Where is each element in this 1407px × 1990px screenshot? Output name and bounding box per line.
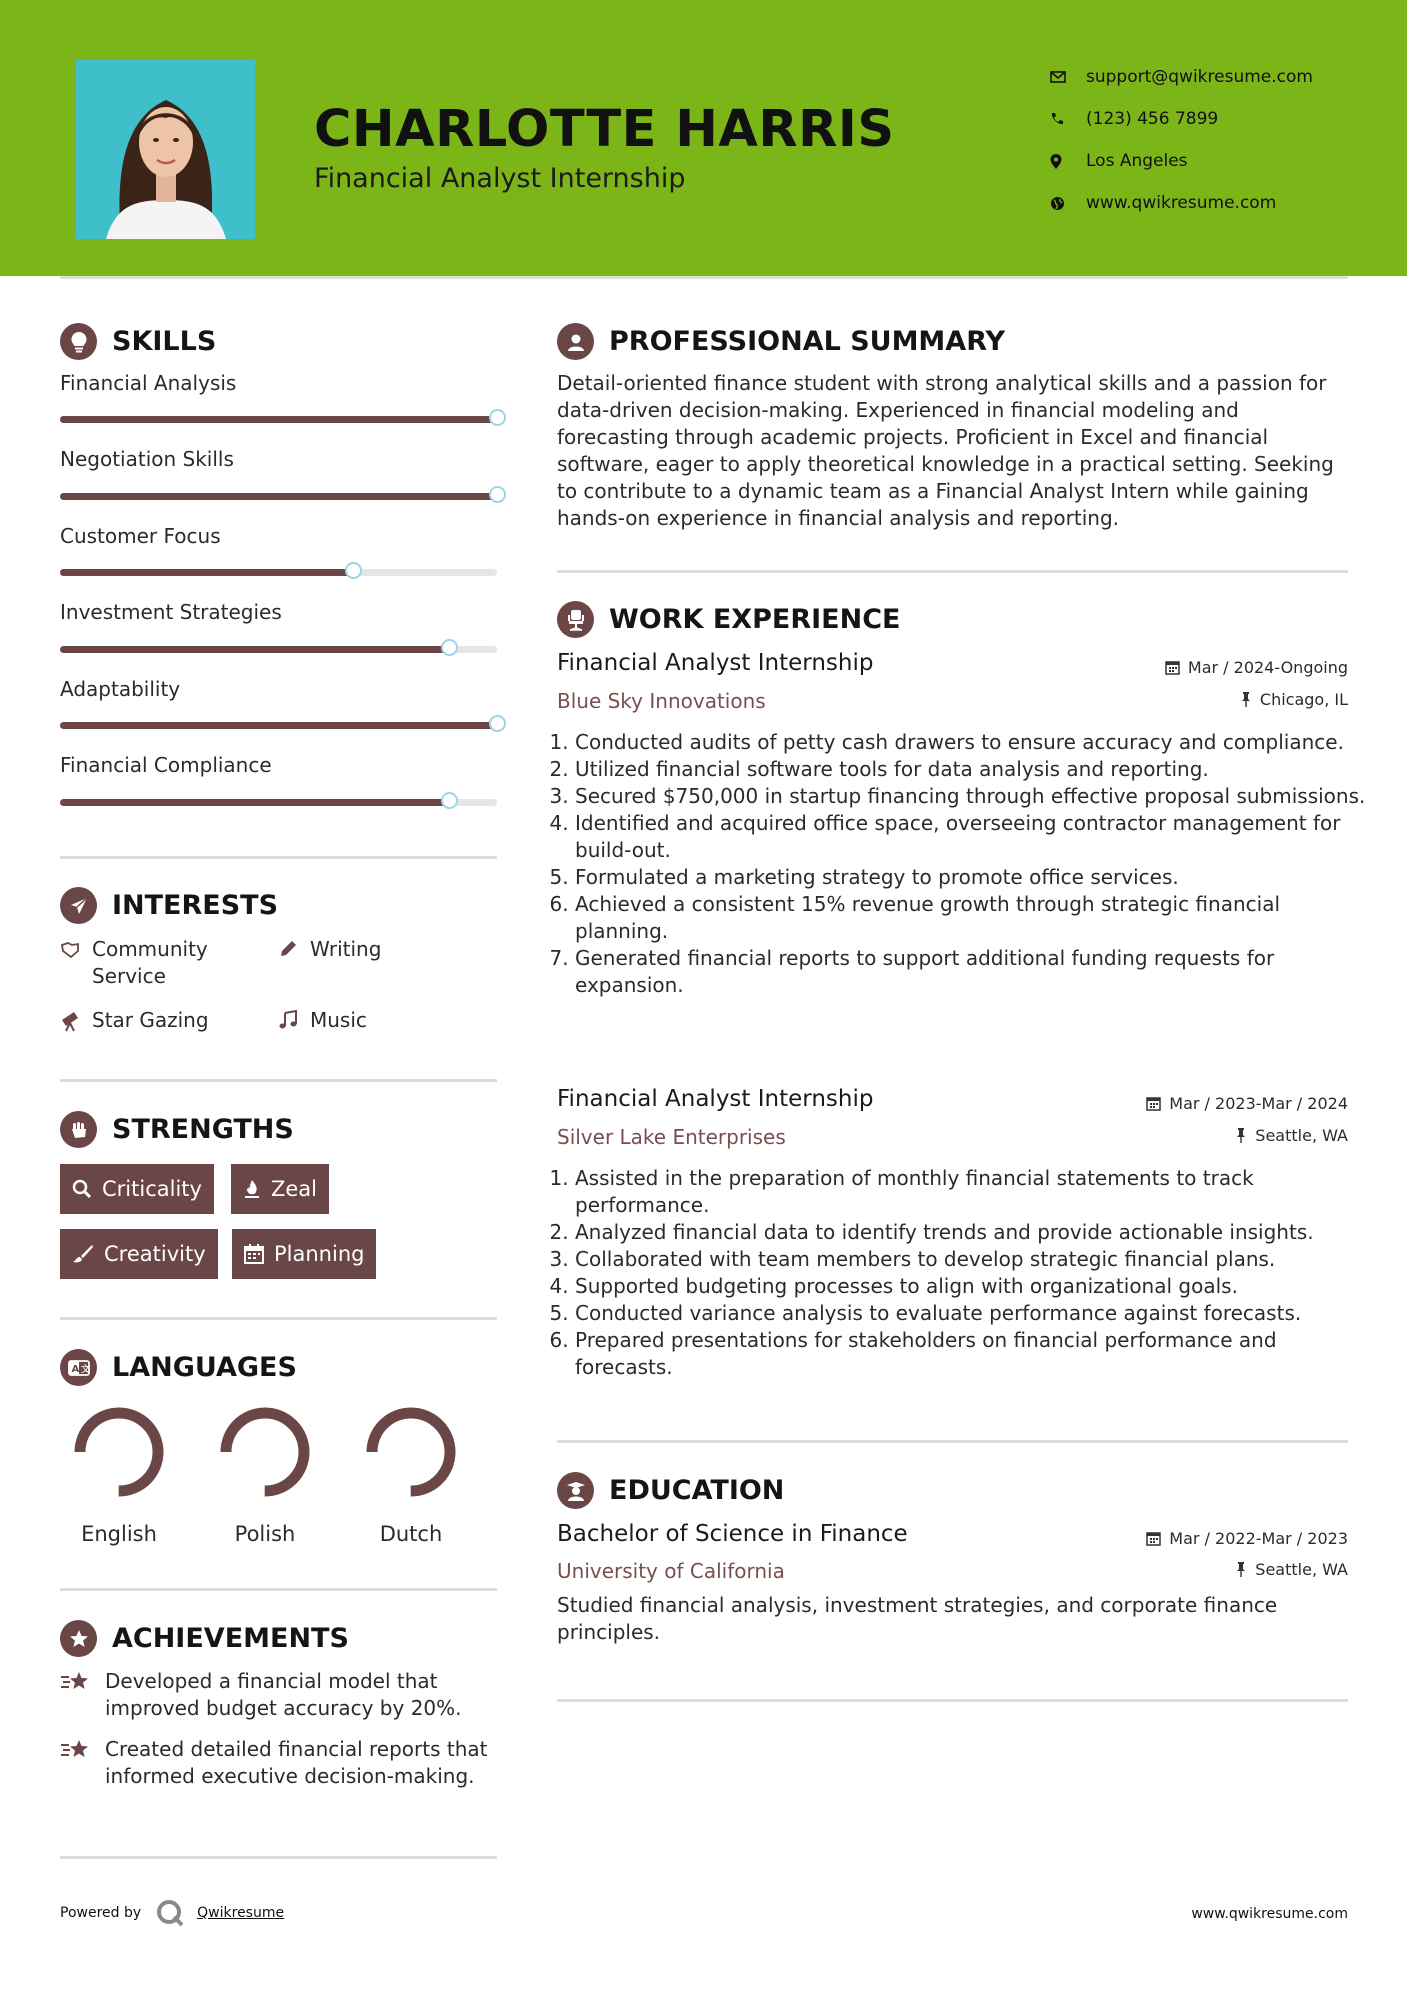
experience-heading-text: WORK EXPERIENCE	[609, 604, 901, 635]
language-label: Dutch	[379, 1522, 443, 1546]
graduate-icon	[557, 1472, 594, 1509]
skill-bar-knob	[345, 562, 362, 579]
svg-text:文: 文	[80, 1364, 90, 1375]
powered-by-text: Powered by	[60, 1905, 142, 1921]
skill-bar-knob	[489, 486, 506, 503]
strength-label: Planning	[274, 1242, 365, 1266]
contact-website-text[interactable]: www.qwikresume.com	[1086, 193, 1277, 213]
education-heading	[557, 1472, 784, 1509]
candidate-title: Financial Analyst Internship	[314, 163, 686, 194]
job-dates	[1165, 658, 1348, 677]
strength-label: Creativity	[104, 1242, 206, 1266]
interest-item	[60, 936, 260, 990]
job-location	[1240, 690, 1348, 709]
languages-heading	[60, 1349, 297, 1386]
language-item	[356, 1404, 466, 1546]
contact-location-text: Los Angeles	[1086, 151, 1188, 171]
summary-heading	[557, 323, 1005, 360]
interest-label: Community Service	[92, 937, 208, 988]
contact-block	[1050, 56, 1313, 224]
education-degree: Bachelor of Science in Finance	[557, 1521, 908, 1547]
shooting-star-icon	[60, 1736, 105, 1790]
strengths-heading	[60, 1111, 294, 1148]
candidate-name: CHARLOTTE HARRIS	[314, 100, 895, 159]
skill-label: Customer Focus	[60, 524, 221, 548]
skill-label: Financial Compliance	[60, 753, 272, 777]
skill-bar-fill	[60, 799, 449, 806]
skill-bar-fill	[60, 416, 497, 423]
contact-phone-text: (123) 456 7899	[1086, 109, 1219, 129]
music-icon	[278, 1007, 310, 1037]
job-bullet: 6. Achieved a consistent 15% revenue growth through strategic financial planning.	[575, 891, 1375, 945]
language-ring	[363, 1404, 459, 1500]
strengths-heading-text: STRENGTHS	[112, 1114, 294, 1145]
lightbulb-icon	[60, 323, 97, 360]
section-divider	[60, 1588, 497, 1591]
skill-bar-fill	[60, 569, 353, 576]
skills-heading	[60, 323, 216, 360]
skill-label: Financial Analysis	[60, 371, 237, 395]
skill-label: Investment Strategies	[60, 600, 282, 624]
interest-label: Writing	[310, 937, 382, 961]
language-label: English	[81, 1522, 157, 1546]
profile-photo	[76, 60, 255, 239]
job-bullet: 5. Conducted variance analysis to evaluate performance against forecasts.	[575, 1300, 1375, 1327]
job-title: Financial Analyst Internship	[557, 1086, 874, 1112]
skill-bar-fill	[60, 722, 497, 729]
education-location-text: Seattle, WA	[1255, 1560, 1348, 1579]
job-company: Blue Sky Innovations	[557, 689, 766, 713]
job-bullet: 3. Collaborated with team members to develop strategic financial plans.	[575, 1246, 1375, 1273]
calendar-icon	[244, 1244, 264, 1264]
language-label: Polish	[234, 1522, 296, 1546]
job-dates-text: Mar / 2023-Mar / 2024	[1169, 1094, 1348, 1113]
achievements-heading	[60, 1620, 349, 1657]
education-description: Studied financial analysis, investment strategies, and corporate finance principles.	[557, 1593, 1278, 1644]
interests-heading-text: INTERESTS	[112, 890, 279, 921]
skill-bar-knob	[441, 639, 458, 656]
handshake-icon	[60, 936, 92, 966]
footer-website[interactable]: www.qwikresume.com	[1191, 1906, 1348, 1922]
interest-label: Star Gazing	[92, 1008, 209, 1032]
envelope-icon	[1050, 71, 1086, 83]
job-dates	[1146, 1094, 1348, 1113]
education-location	[1235, 1560, 1348, 1579]
job-title: Financial Analyst Internship	[557, 650, 874, 676]
contact-phone	[1050, 98, 1313, 140]
header-rule	[60, 276, 1348, 279]
contact-email-text[interactable]: support@qwikresume.com	[1086, 67, 1313, 87]
interest-item	[278, 1007, 367, 1037]
interest-item	[60, 1007, 209, 1039]
job-location	[1235, 1126, 1348, 1145]
skill-label: Adaptability	[60, 677, 181, 701]
language-item	[64, 1404, 174, 1546]
footer-powered-by	[60, 1898, 284, 1928]
skill-bar	[60, 799, 497, 806]
fist-icon	[60, 1111, 97, 1148]
achievement-item	[60, 1736, 500, 1790]
achievement-text: Developed a financial model that improved budget accuracy by 20%.	[105, 1669, 462, 1720]
pin-icon	[1240, 692, 1252, 707]
calendar-icon	[1146, 1096, 1161, 1111]
skill-bar-knob	[489, 409, 506, 426]
star-badge-icon	[60, 1620, 97, 1657]
job-bullet: 2. Utilized financial software tools for data analysis and reporting.	[575, 756, 1375, 783]
strength-chip	[60, 1164, 214, 1214]
phone-icon	[1050, 112, 1086, 126]
section-divider	[557, 1440, 1348, 1443]
interests-heading	[60, 887, 278, 924]
job-bullet: 1. Conducted audits of petty cash drawers to ensure accuracy and compliance.	[575, 729, 1375, 756]
section-divider	[60, 1079, 497, 1082]
interest-label: Music	[310, 1008, 367, 1032]
skill-bar	[60, 493, 497, 500]
job-bullet: 1. Assisted in the preparation of monthly financial statements to track performance.	[575, 1165, 1375, 1219]
job-bullets	[557, 729, 1375, 999]
search-icon	[72, 1179, 92, 1199]
job-company: Silver Lake Enterprises	[557, 1125, 786, 1149]
summary-text: Detail-oriented finance student with strong analytical skills and a passion for data-driven decision-making. Experienced in financial modeling and forecasting through academic projects. Proficient in Excel and financial software, eager to apply theoretical knowledge in a practical setting. Seeking to contribute to a dynamic team as a Financial Analyst Intern while gaining hands-on experience in financial analysis and reporting.	[557, 371, 1334, 530]
section-divider	[557, 1699, 1348, 1702]
pencil-icon	[278, 936, 310, 966]
skill-label: Negotiation Skills	[60, 447, 234, 471]
languages-heading-text: LANGUAGES	[112, 1352, 297, 1383]
calendar-icon	[1146, 1531, 1161, 1546]
language-ring	[217, 1404, 313, 1500]
education-school: University of California	[557, 1559, 785, 1583]
education-dates	[1146, 1529, 1348, 1548]
summary-heading-text: PROFESSIONAL SUMMARY	[609, 326, 1006, 357]
fire-icon	[243, 1179, 261, 1199]
office-chair-icon	[557, 601, 594, 638]
contact-email	[1050, 56, 1313, 98]
strength-label: Criticality	[102, 1177, 202, 1201]
skill-bar-fill	[60, 646, 449, 653]
job-location-text: Seattle, WA	[1255, 1126, 1348, 1145]
job-dates-text: Mar / 2024-Ongoing	[1187, 658, 1348, 677]
experience-heading	[557, 601, 900, 638]
resume-header	[0, 0, 1407, 276]
skills-heading-text: SKILLS	[112, 326, 217, 357]
skill-bar-knob	[489, 715, 506, 732]
contact-website	[1050, 182, 1313, 224]
job-bullet: 2. Analyzed financial data to identify trends and provide actionable insights.	[575, 1219, 1375, 1246]
skill-bar	[60, 722, 497, 729]
map-pin-icon	[1050, 154, 1086, 169]
user-icon	[557, 323, 594, 360]
svg-text:A: A	[71, 1363, 79, 1375]
section-divider	[557, 570, 1348, 573]
skill-bar	[60, 646, 497, 653]
language-item	[210, 1404, 320, 1546]
shooting-star-icon	[60, 1668, 105, 1722]
paper-plane-icon	[60, 887, 97, 924]
skill-bar	[60, 569, 497, 576]
section-divider	[60, 1856, 497, 1859]
strength-chip	[232, 1229, 376, 1279]
skill-bar-fill	[60, 493, 497, 500]
section-divider	[60, 1317, 497, 1320]
education-dates-text: Mar / 2022-Mar / 2023	[1169, 1529, 1348, 1548]
job-bullet: 5. Formulated a marketing strategy to promote office services.	[575, 864, 1375, 891]
job-bullet: 4. Identified and acquired office space, overseeing contractor management for build-out.	[575, 810, 1375, 864]
education-heading-text: EDUCATION	[609, 1475, 785, 1506]
achievements-heading-text: ACHIEVEMENTS	[112, 1623, 349, 1654]
brush-icon	[72, 1244, 94, 1264]
job-bullet: 7. Generated financial reports to support additional funding requests for expansion.	[575, 945, 1375, 999]
translate-icon	[60, 1349, 97, 1386]
footer-brand-link[interactable]: Qwikresume	[197, 1905, 285, 1921]
achievement-text: Created detailed financial reports that informed executive decision-making.	[105, 1737, 488, 1788]
strength-chip	[231, 1164, 329, 1214]
pin-icon	[1235, 1562, 1247, 1577]
skill-bar-knob	[441, 792, 458, 809]
pin-icon	[1235, 1128, 1247, 1143]
globe-icon	[1050, 196, 1086, 211]
job-bullets	[557, 1165, 1375, 1381]
language-ring	[71, 1404, 167, 1500]
telescope-icon	[60, 1007, 92, 1039]
contact-location	[1050, 140, 1313, 182]
section-divider	[60, 856, 497, 859]
job-location-text: Chicago, IL	[1259, 690, 1348, 709]
interest-item	[278, 936, 381, 966]
strength-chip	[60, 1229, 218, 1279]
job-bullet: 3. Secured $750,000 in startup financing through effective proposal submissions.	[575, 783, 1375, 810]
calendar-icon	[1165, 660, 1180, 675]
achievement-item	[60, 1668, 500, 1722]
job-bullet: 6. Prepared presentations for stakeholders on financial performance and forecasts.	[575, 1327, 1375, 1381]
strength-label: Zeal	[271, 1177, 318, 1201]
job-bullet: 4. Supported budgeting processes to align with organizational goals.	[575, 1273, 1375, 1300]
qwikresume-logo-icon	[155, 1898, 185, 1928]
skill-bar	[60, 416, 497, 423]
